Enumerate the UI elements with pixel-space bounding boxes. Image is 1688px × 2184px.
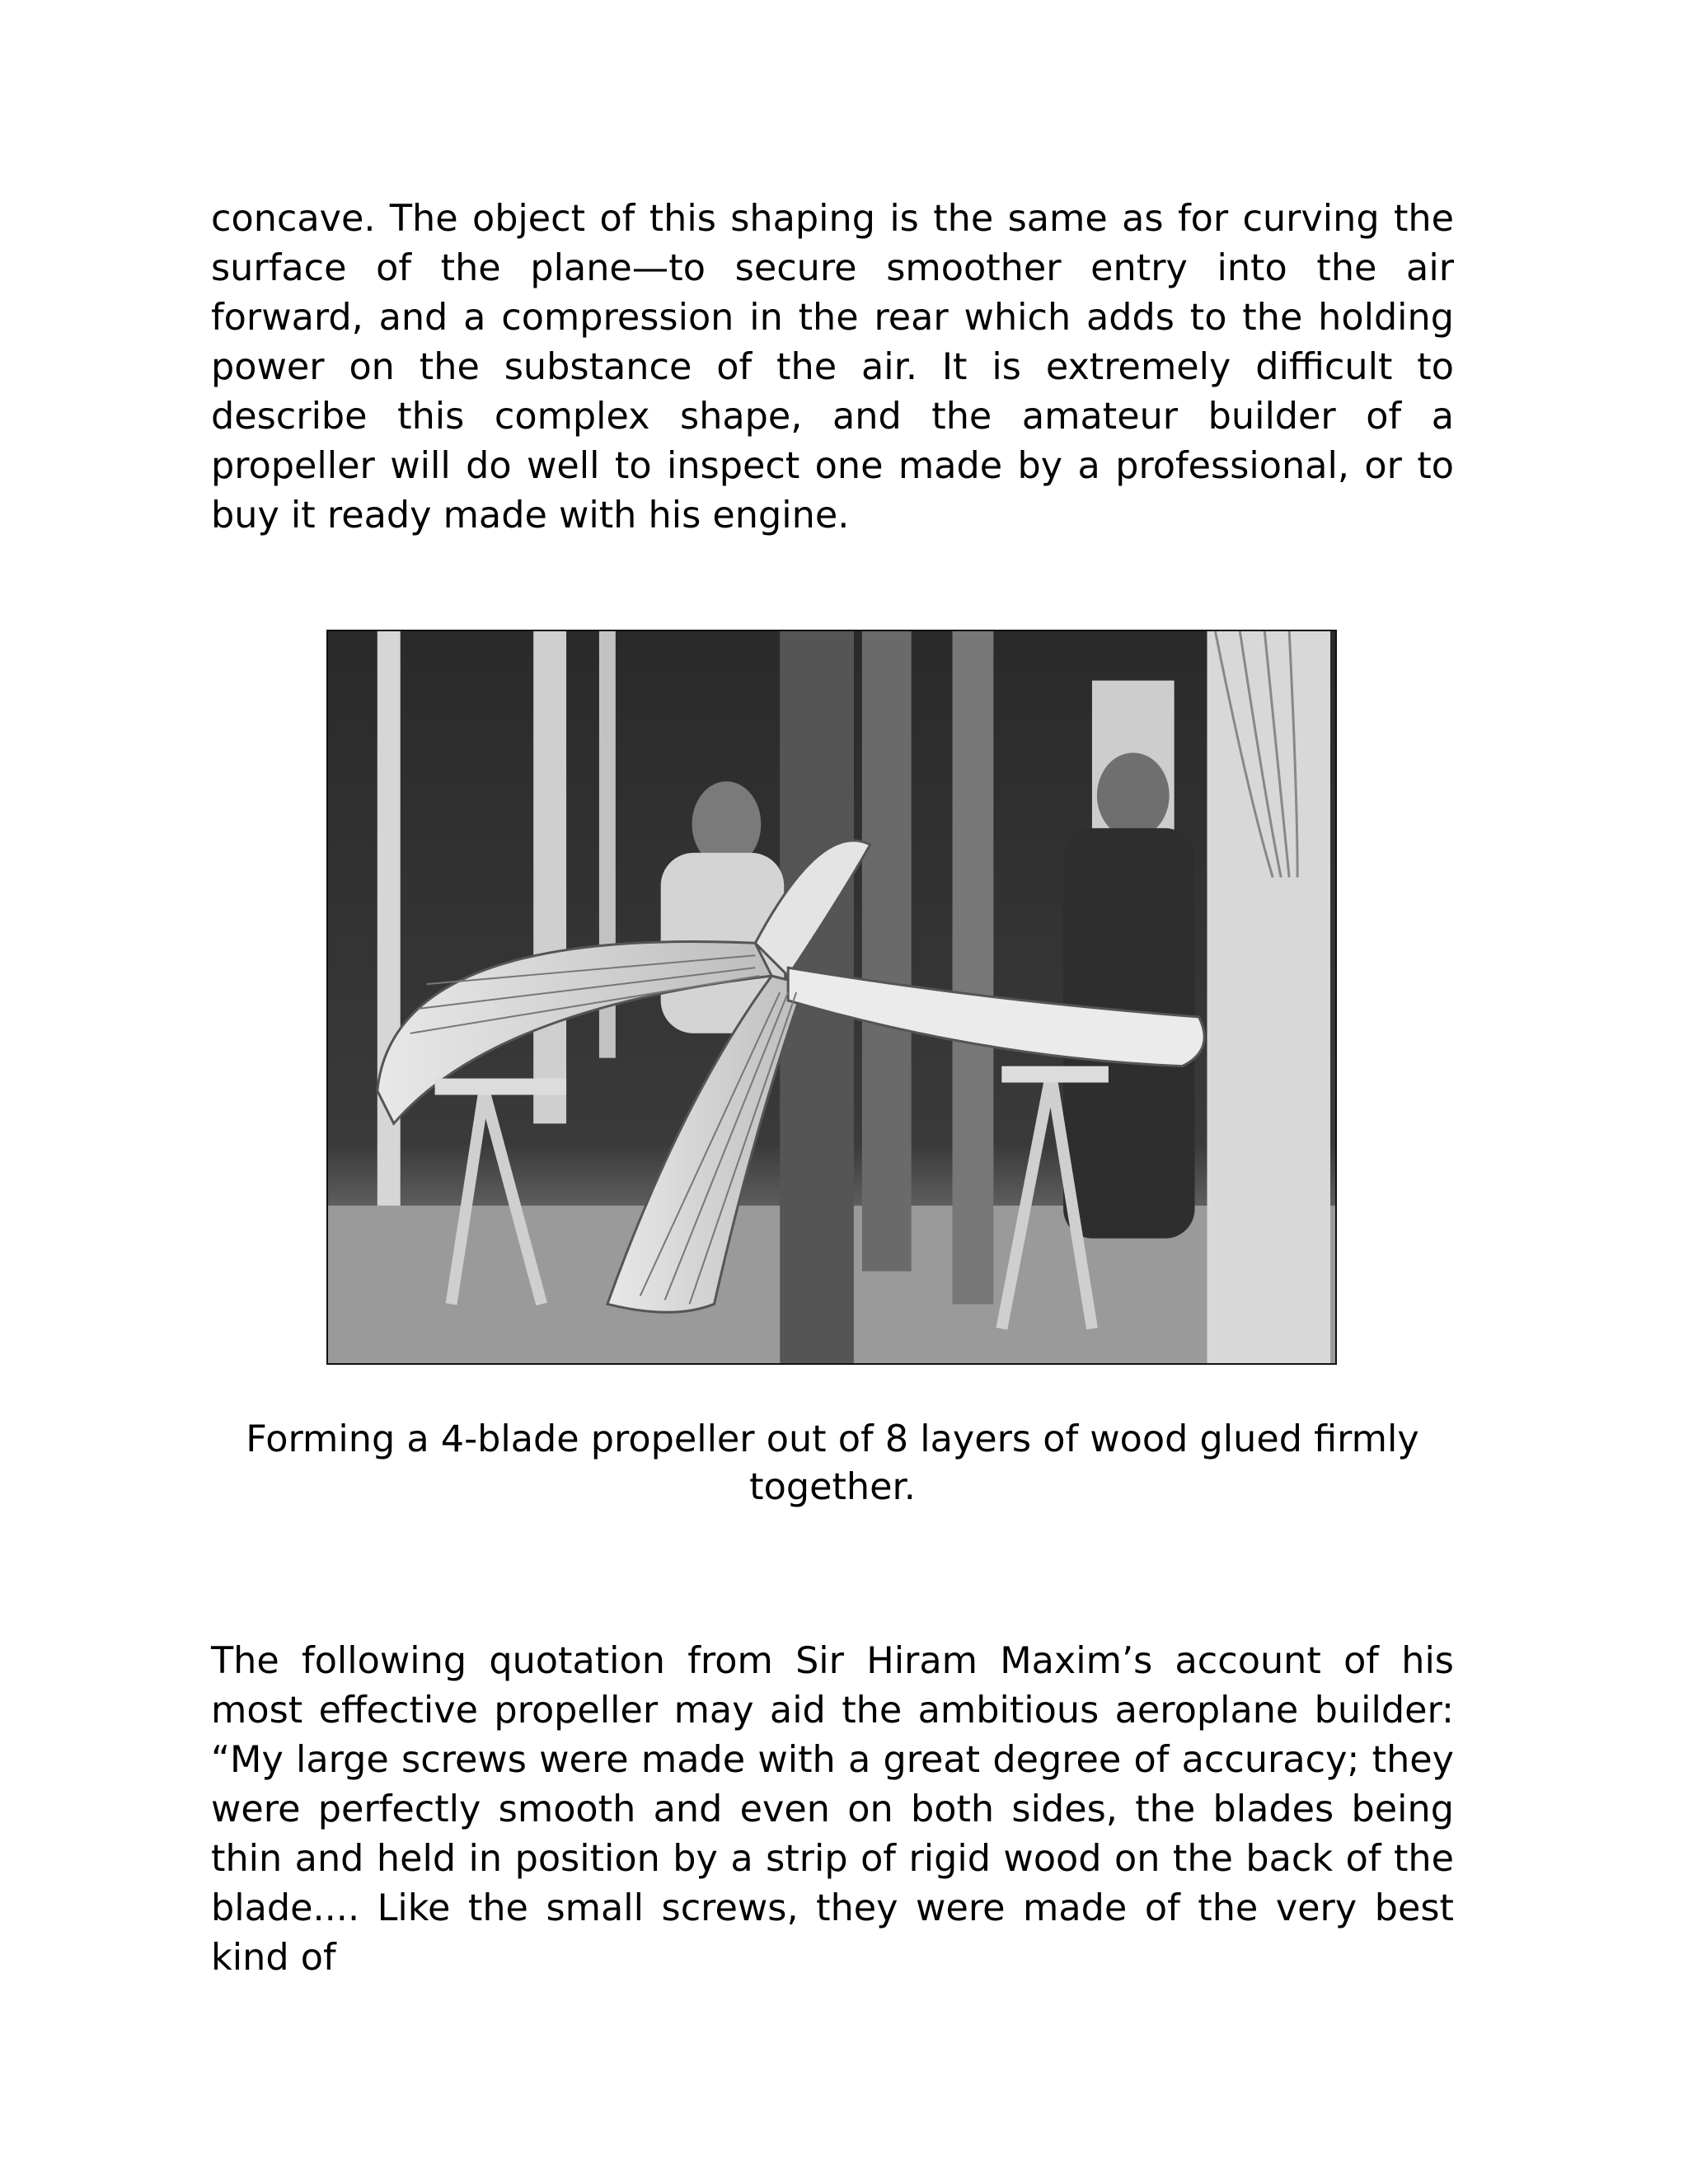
body-paragraph-bottom: The following quotation from Sir Hiram Maxim’s account of his most effective propeller may aid the ambitious aeroplane builder: “My large screws were made with a great degree of accuracy; they were perfectly smooth and even on both sides, the blades being thin and held in position by a strip of rigid wood on the back of the blade.... Like the small screws, they were made of the very best kind of [211, 1640, 1454, 1979]
figure-caption: Forming a 4-blade propeller out of 8 layers of wood glued firmly together. [246, 1418, 1419, 1508]
propeller-workshop-photo [326, 630, 1337, 1365]
body-paragraph-top: concave. The object of this shaping is the same as for curving the surface of the plane—to secure smoother entry into the air forward, and a compression in the rear which adds to the holding power on the substance of the air. It is extremely difficult to describe this complex shape, and the amateur builder of a propeller will do well to inspect one made by a professional, or to buy it ready made with his engine. [211, 198, 1454, 537]
